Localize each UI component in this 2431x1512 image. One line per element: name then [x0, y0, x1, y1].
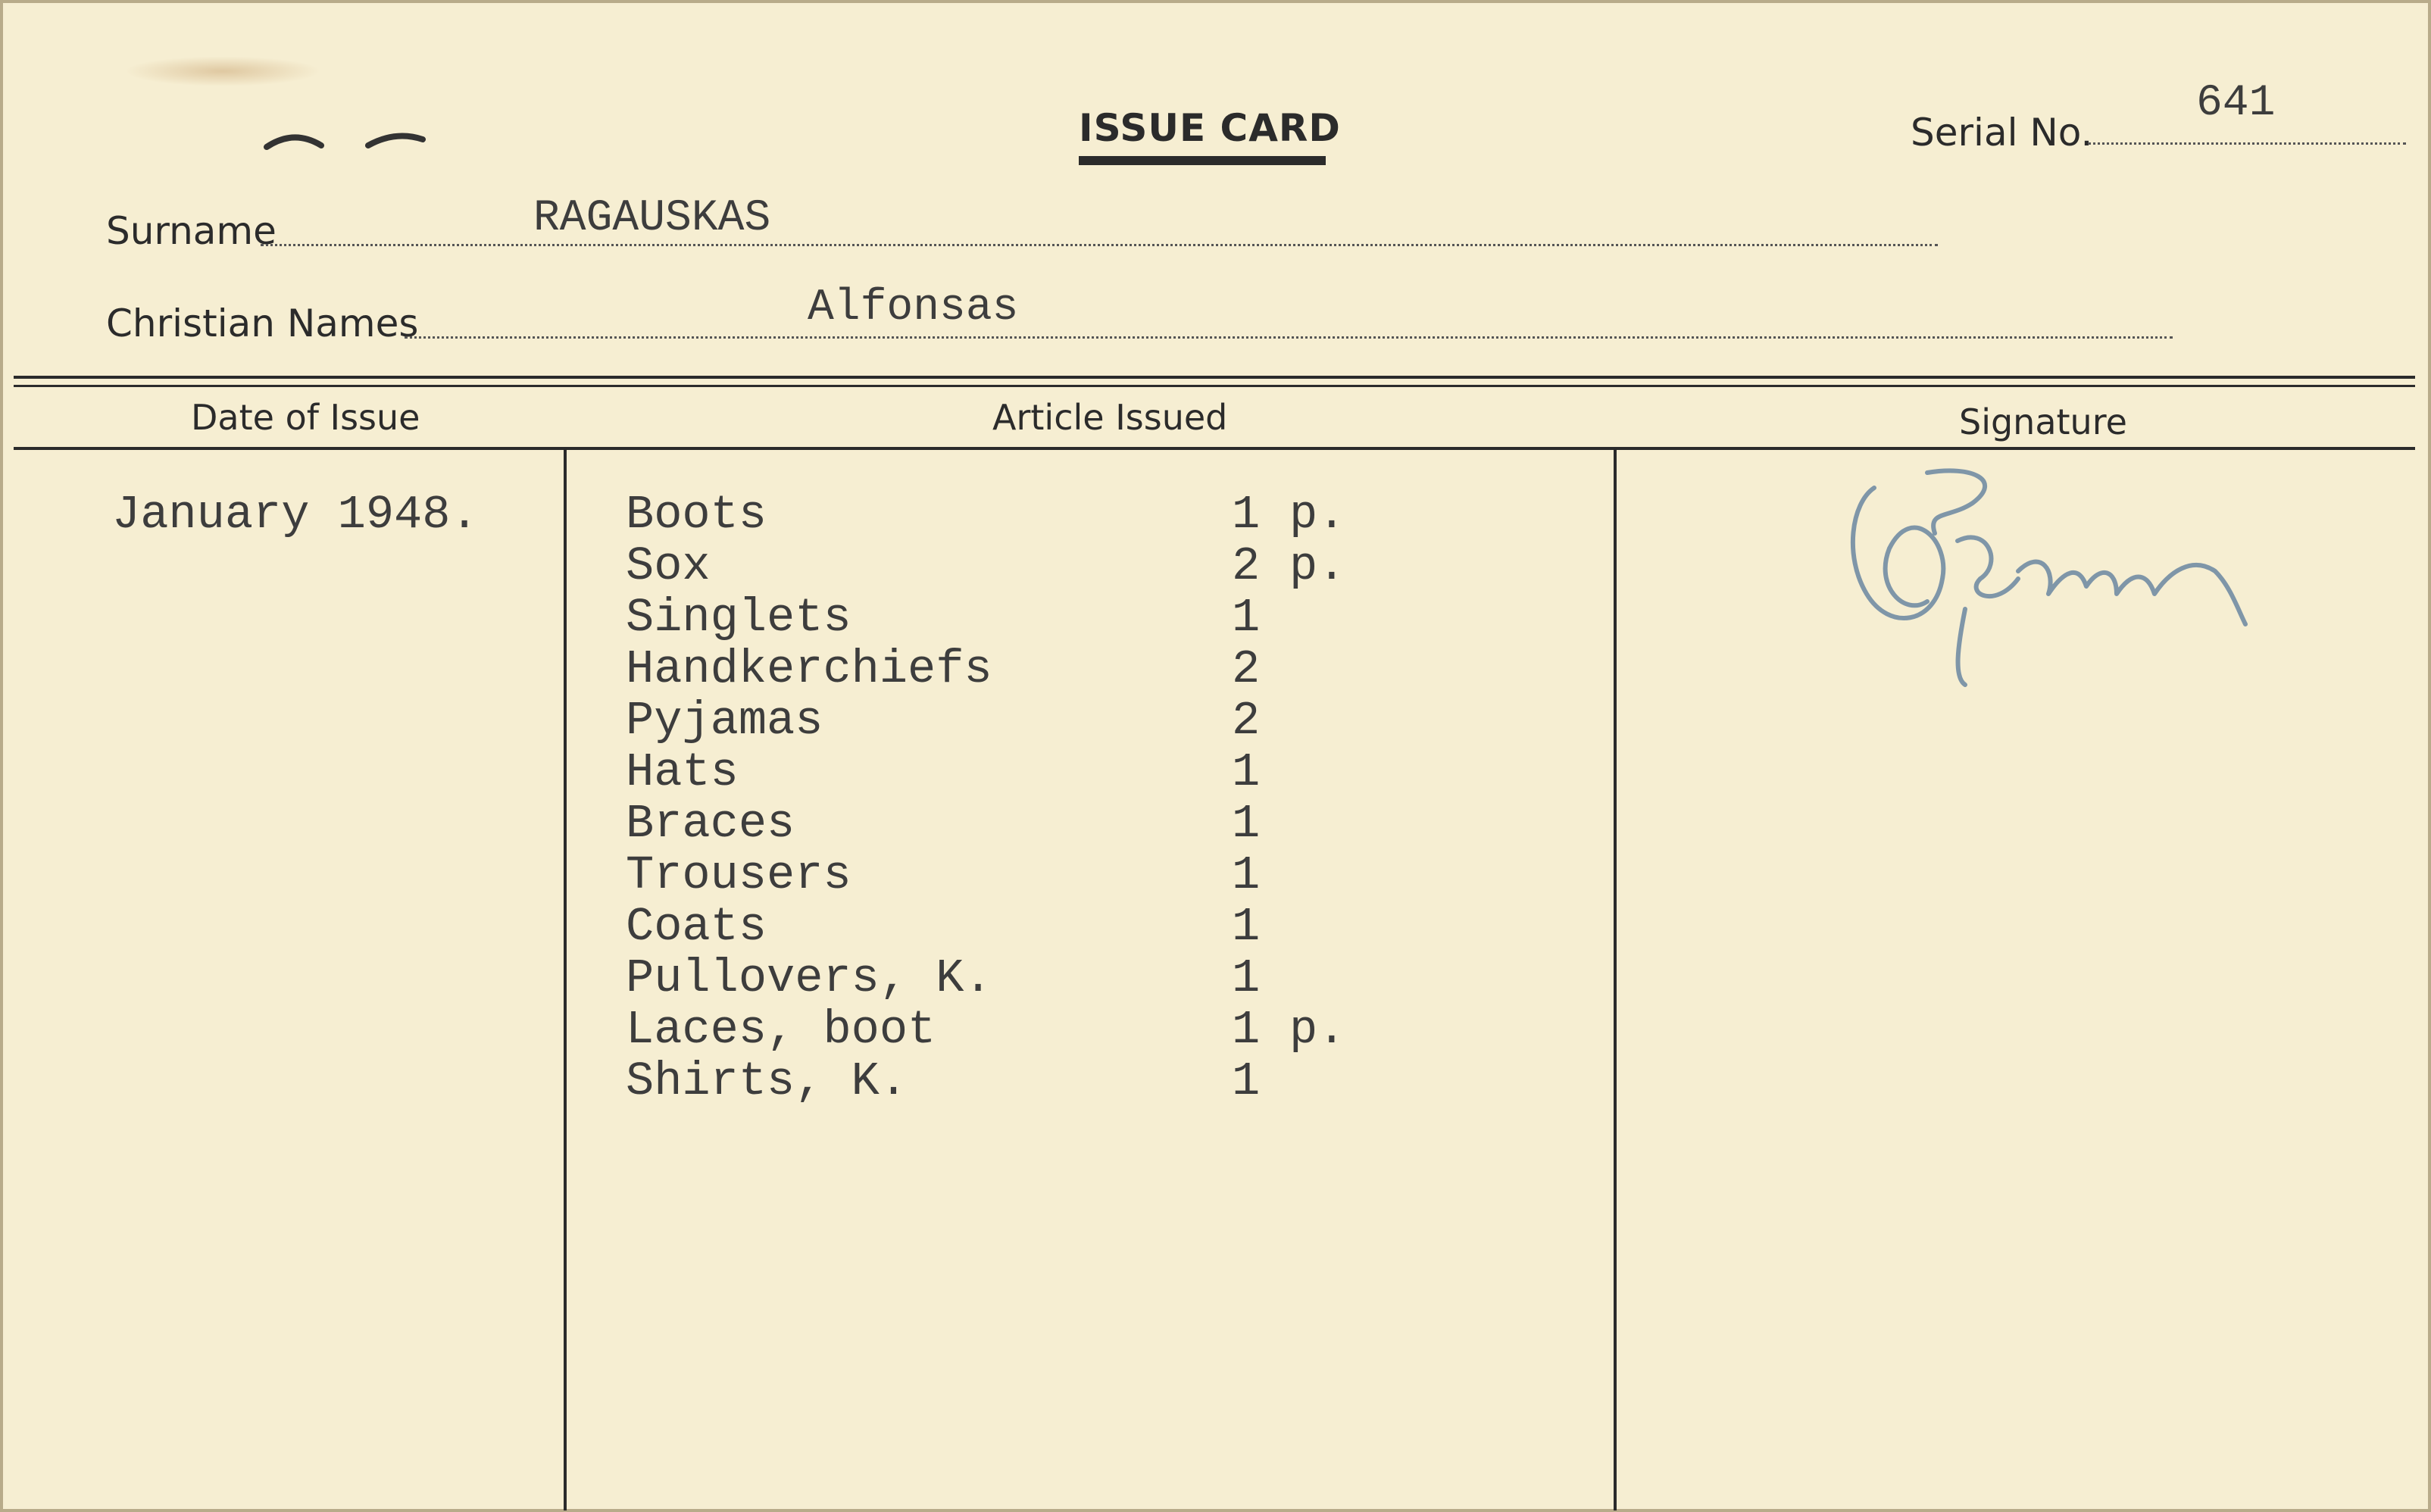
column-divider: [1614, 450, 1617, 1510]
christian-names-dotted-line: [405, 336, 2173, 339]
paper-stain: [124, 56, 321, 86]
title-underline: [1079, 156, 1326, 165]
article-quantity: 1: [1232, 848, 1261, 902]
issue-date: January 1948.: [112, 488, 479, 542]
article-quantity: 2: [1232, 694, 1261, 748]
article-quantity: 1: [1232, 797, 1261, 851]
surname-dotted-line: [261, 244, 1938, 246]
column-divider: [564, 450, 567, 1510]
article-name: Pullovers, K.: [626, 951, 992, 1005]
double-rule: [14, 385, 2415, 387]
article-name: Sox: [626, 539, 711, 593]
date-of-issue-header: Date of Issue: [191, 397, 420, 438]
article-name: Singlets: [626, 591, 851, 645]
surname-label: Surname: [106, 209, 277, 253]
article-name: Handkerchiefs: [626, 642, 992, 696]
article-quantity: 2: [1232, 539, 1261, 593]
article-name: Braces: [626, 797, 795, 851]
article-name: Coats: [626, 900, 767, 954]
article-quantity: 1: [1232, 951, 1261, 1005]
christian-names-value: Alfonsas: [808, 283, 1019, 333]
article-quantity: 1: [1232, 488, 1261, 542]
christian-names-label: Christian Names: [106, 301, 419, 345]
serial-label: Serial No.: [1911, 111, 2093, 155]
article-quantity: 1: [1232, 900, 1261, 954]
article-quantity: 1: [1232, 1054, 1261, 1108]
pencil-mark-icon: [365, 129, 426, 152]
surname-value: RAGAUSKAS: [533, 194, 771, 243]
signature: [1821, 458, 2261, 692]
article-name: Pyjamas: [626, 694, 823, 748]
header-rule: [14, 447, 2415, 450]
pencil-mark-icon: [264, 129, 324, 152]
article-unit: p.: [1289, 539, 1346, 593]
article-quantity: 2: [1232, 642, 1261, 696]
article-quantity: 1: [1232, 1003, 1261, 1057]
article-quantity: 1: [1232, 745, 1261, 799]
article-quantity: 1: [1232, 591, 1261, 645]
article-name: Trousers: [626, 848, 851, 902]
article-name: Hats: [626, 745, 739, 799]
article-unit: p.: [1289, 1003, 1346, 1057]
article-name: Boots: [626, 488, 767, 542]
article-unit: p.: [1289, 488, 1346, 542]
signature-header: Signature: [1959, 401, 2127, 442]
card-title: ISSUE CARD: [1079, 106, 1341, 150]
article-name: Shirts, K.: [626, 1054, 908, 1108]
serial-dotted-line: [2088, 142, 2406, 145]
double-rule: [14, 376, 2415, 379]
serial-value: 641: [2196, 79, 2276, 128]
article-name: Laces, boot: [626, 1003, 936, 1057]
article-issued-header: Article Issued: [992, 397, 1228, 438]
